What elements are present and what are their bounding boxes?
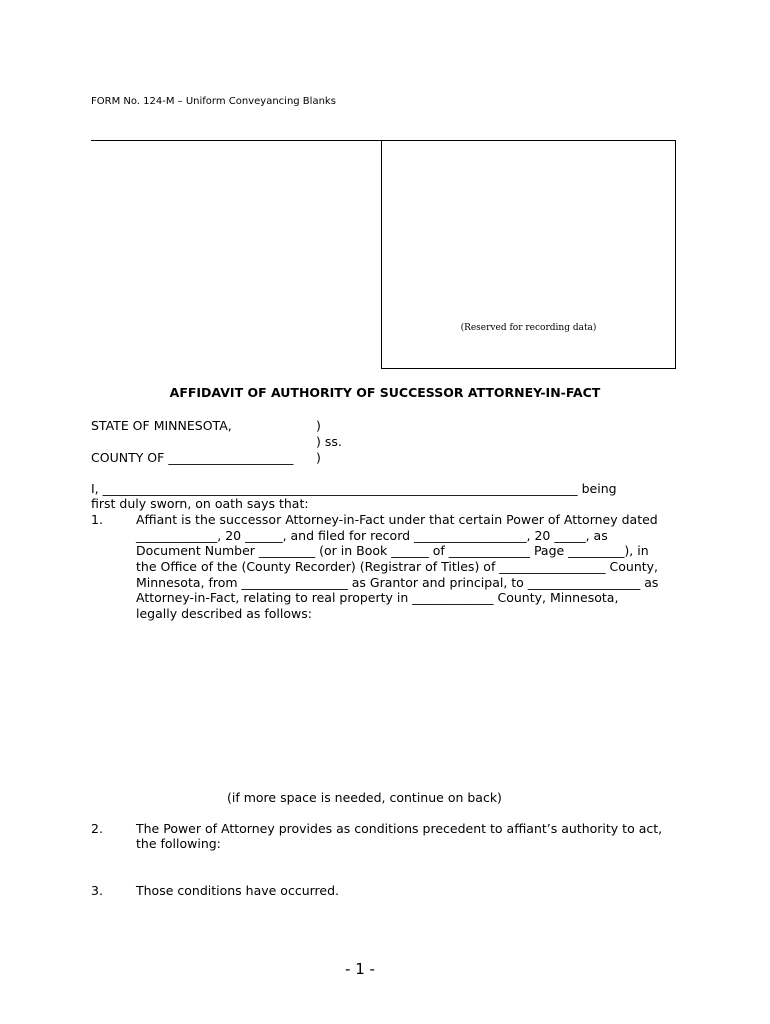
state-label: STATE OF MINNESOTA, [91, 418, 232, 433]
item-3-text: Those conditions have occurred. [136, 883, 340, 898]
top-rule [91, 140, 381, 141]
item-1-line: Attorney-in-Fact, relating to real property in _____________ County, Minnesota, [136, 590, 619, 605]
continue-note: (if more space is needed, continue on back) [227, 790, 502, 805]
sworn-statement: first duly sworn, on oath says that: [91, 496, 309, 511]
item-1-line: the Office of the (County Recorder) (Registrar of Titles) of _________________ County, [136, 559, 659, 574]
item-1-line: legally described as follows: [136, 606, 312, 621]
affiant-name-line: I, ____________________________________________________________________________ being [91, 481, 617, 496]
county-field: COUNTY OF ____________________ [91, 450, 294, 465]
item-1-line: Minnesota, from _________________ as Grantor and principal, to __________________ as [136, 575, 659, 590]
document-title: AFFIDAVIT OF AUTHORITY OF SUCCESSOR ATTORNEY-IN-FACT [169, 385, 601, 400]
item-2-line: The Power of Attorney provides as conditions precedent to affiant’s authority to act, [136, 821, 663, 836]
item-3-number: 3. [91, 883, 103, 898]
item-2-line: the following: [136, 836, 221, 851]
item-1-line: Document Number _________ (or in Book ______ of _____________ Page _________), in [136, 543, 649, 558]
item-2-number: 2. [91, 821, 103, 836]
item-1-line: Affiant is the successor Attorney-in-Fact under that certain Power of Attorney dated [136, 512, 658, 527]
item-1-line: _____________, 20 ______, and filed for record __________________, 20 _____, as [136, 528, 608, 543]
venue-ss: ) ss. [316, 434, 342, 449]
item-1-number: 1. [91, 512, 103, 527]
venue-paren-1: ) [316, 418, 321, 433]
recording-box-label: (Reserved for recording data) [460, 323, 597, 333]
recording-data-box [381, 140, 676, 369]
venue-paren-3: ) [316, 450, 321, 465]
page-number: - 1 - [345, 960, 375, 978]
form-number: FORM No. 124-M – Uniform Conveyancing Blanks [91, 96, 336, 107]
